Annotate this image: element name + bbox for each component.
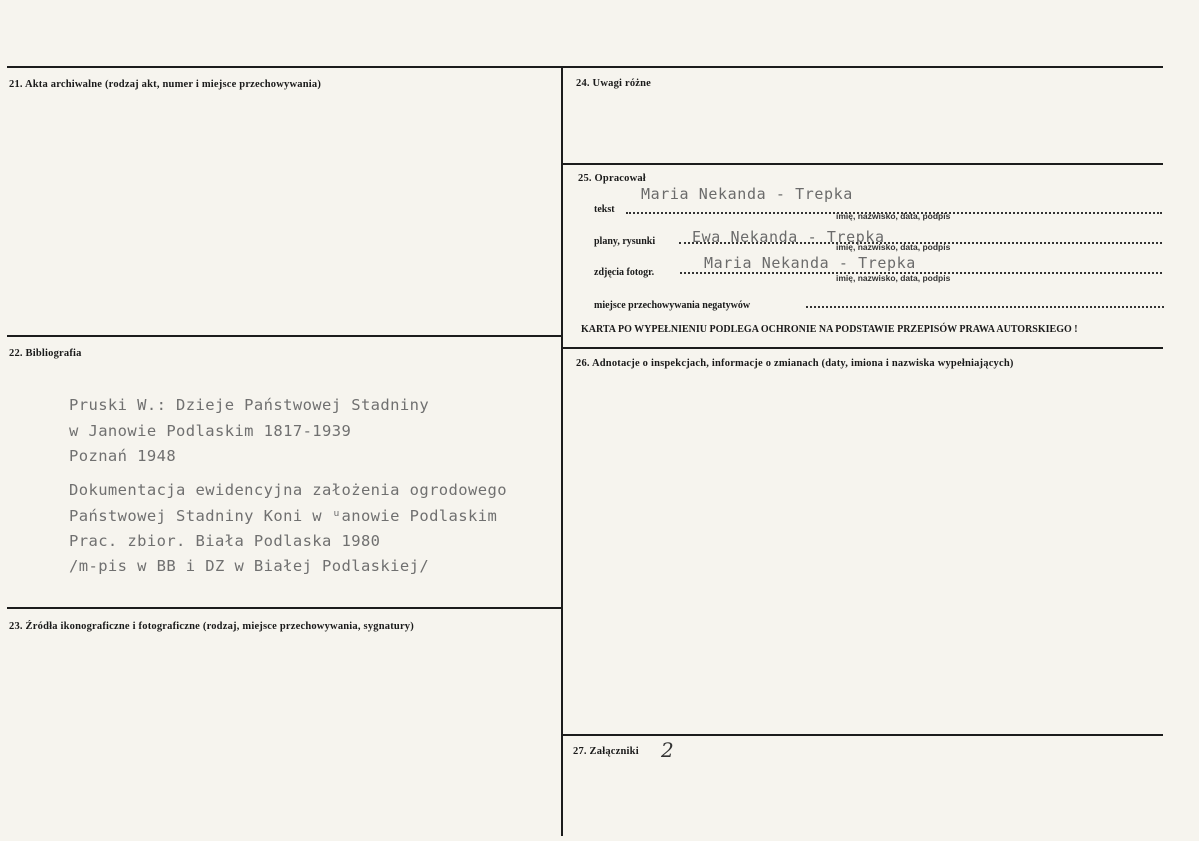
- tekst-caption: imię, nazwisko, data, podpis: [836, 211, 951, 221]
- zdjecia-label: zdjęcia fotogr.: [594, 267, 655, 278]
- bibliography-line-1: Pruski W.: Dzieje Państwowej Stadniny: [69, 396, 430, 414]
- bibliography-line-2: w Janowie Podlaskim 1817-1939: [69, 422, 352, 440]
- section-25-label: 25. Opracował: [578, 173, 646, 184]
- bibliography-line-4: Dokumentacja ewidencyjna założenia ogrodowego: [69, 481, 507, 499]
- rule-s22-s23: [7, 607, 563, 609]
- bibliography-line-5: Państwowej Stadniny Koni w ᵘanowie Podlaskim: [69, 507, 498, 525]
- section-21-label: 21. Akta archiwalne (rodzaj akt, numer i miejsce przechowywania): [9, 79, 322, 90]
- bibliography-line-6: Prac. zbior. Biała Podlaska 1980: [69, 532, 381, 550]
- negatywy-label: miejsce przechowywania negatywów: [594, 300, 751, 311]
- rule-s25-s26: [563, 347, 1163, 349]
- bibliography-line-7: /m-pis w BB i DZ w Białej Podlaskiej/: [69, 557, 430, 575]
- section-26-label: 26. Adnotacje o inspekcjach, informacje o zmianach (daty, imiona i nazwiska wypełniających): [576, 358, 1014, 369]
- rule-s26-s27: [563, 734, 1163, 736]
- attachments-count: 2: [661, 738, 674, 762]
- rule-s21-s22: [7, 335, 563, 337]
- bibliography-line-3: Poznań 1948: [69, 447, 177, 465]
- negatywy-dotted-line: [806, 306, 1164, 308]
- section-24-label: 24. Uwagi różne: [576, 78, 652, 89]
- plany-caption: imię, nazwisko, data, podpis: [836, 242, 951, 252]
- section-27-label: 27. Załączniki: [573, 746, 639, 757]
- section-22-label: 22. Bibliografia: [9, 348, 82, 359]
- rule-s24-s25: [563, 163, 1163, 165]
- copyright-warning: KARTA PO WYPEŁNIENIU PODLEGA OCHRONIE NA PODSTAWIE PRZEPISÓW PRAWA AUTORSKIEGO !: [581, 324, 1078, 335]
- top-rule: [7, 66, 1163, 68]
- zdjecia-value: Maria Nekanda - Trepka: [704, 254, 916, 272]
- plany-label: plany, rysunki: [594, 236, 656, 247]
- section-23-label: 23. Źródła ikonograficzne i fotograficzne (rodzaj, miejsce przechowywania, sygnatury): [9, 621, 414, 632]
- tekst-label: tekst: [594, 204, 615, 215]
- zdjecia-caption: imię, nazwisko, data, podpis: [836, 273, 951, 283]
- tekst-value: Maria Nekanda - Trepka: [641, 185, 853, 203]
- plany-value: Ewa Nekanda - Trepka: [692, 228, 885, 246]
- center-rule: [561, 66, 563, 836]
